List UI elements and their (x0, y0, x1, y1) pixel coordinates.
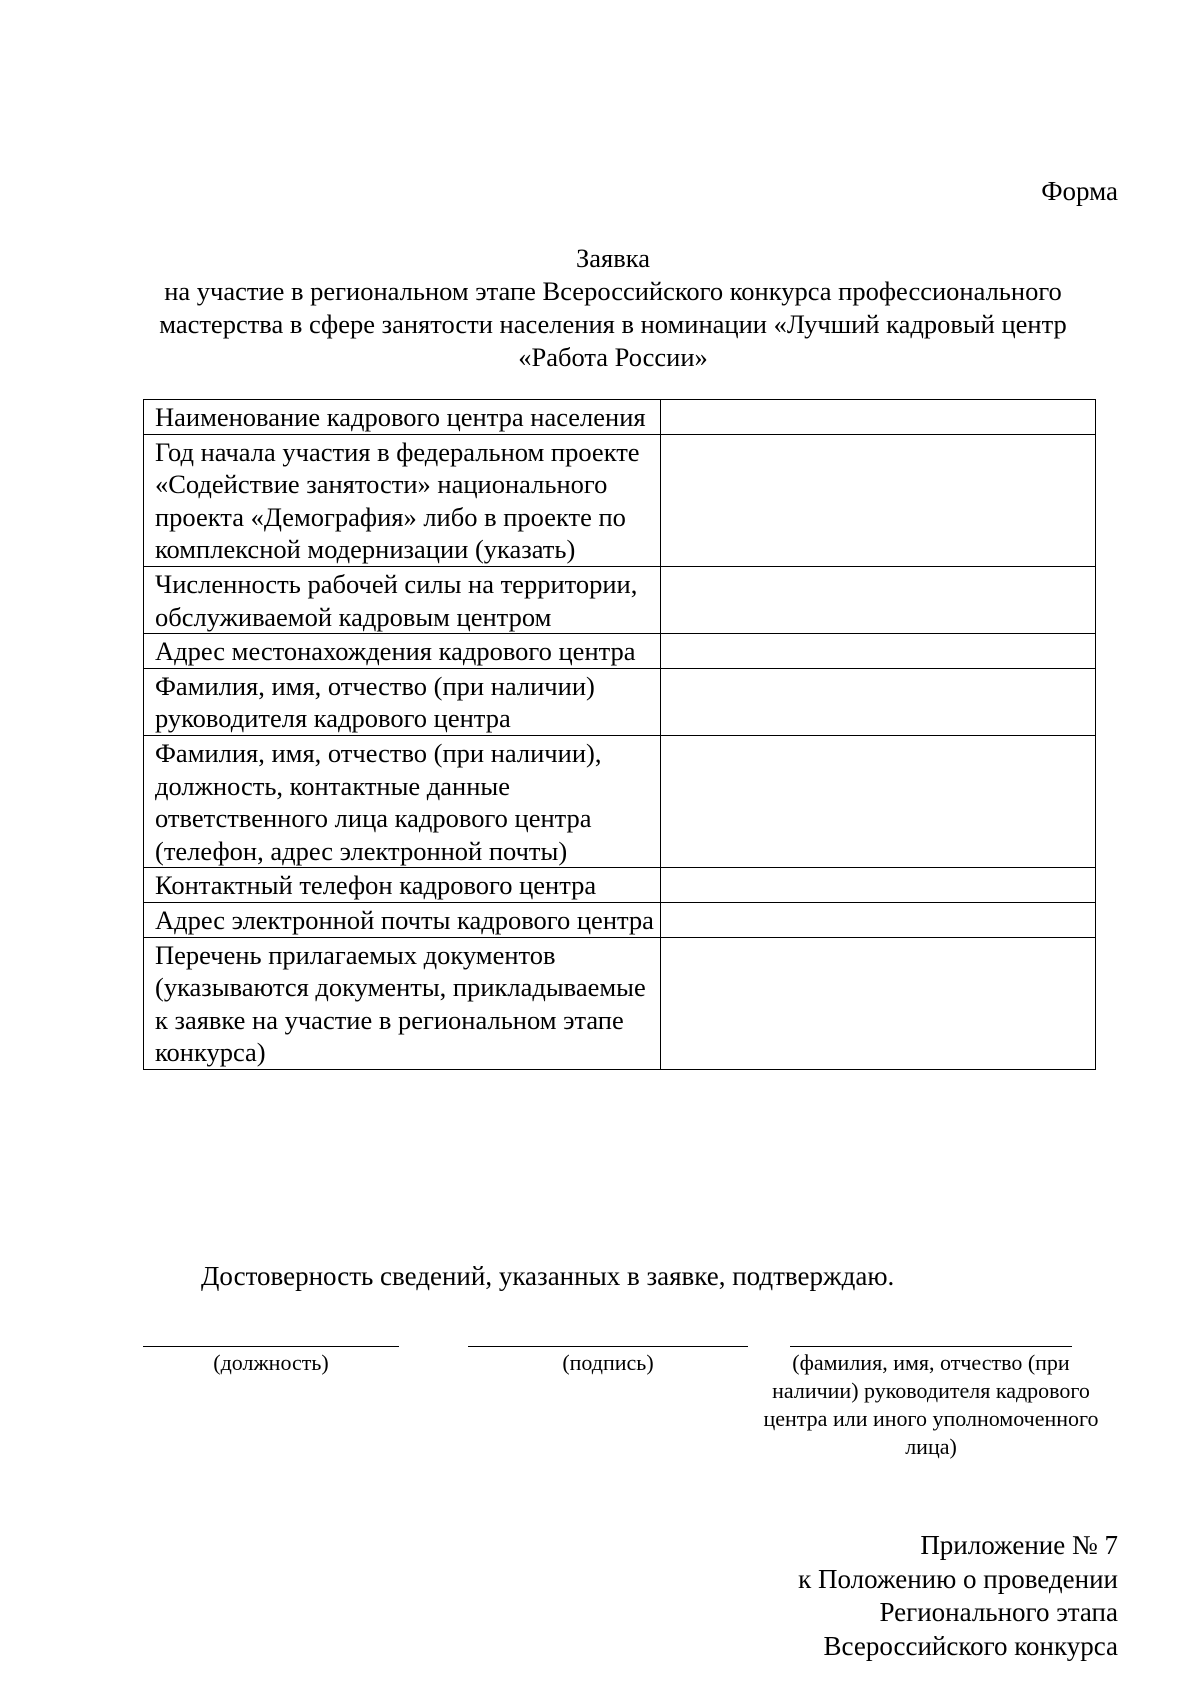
appendix-line: Всероссийского конкурса (823, 1630, 1118, 1661)
row-value-email[interactable] (661, 902, 1096, 937)
table-row (144, 735, 1096, 867)
title-line: Заявка (576, 243, 650, 273)
row-value-phone[interactable] (661, 868, 1096, 903)
table-row (144, 634, 1096, 669)
table-row (144, 400, 1096, 435)
row-label-center-name: Наименование кадрового центра населения (144, 400, 661, 435)
row-value-responsible-person[interactable] (661, 735, 1096, 867)
application-title (120, 242, 1106, 374)
row-label-workforce: Численность рабочей силы на территории, обслуживаемой кадровым центром (144, 566, 661, 633)
table-row (144, 902, 1096, 937)
appendix-line: к Положению о проведении (798, 1563, 1118, 1594)
appendix-note (798, 1529, 1118, 1663)
signature-name-field[interactable] (763, 1346, 1099, 1461)
row-value-documents[interactable] (661, 937, 1096, 1069)
row-label-head-name: Фамилия, имя, отчество (при наличии) руководителя кадрового центра (144, 668, 661, 735)
form-label: Форма (1041, 176, 1118, 206)
signature-caption: (подпись) (562, 1350, 654, 1375)
title-line: «Работа России» (518, 342, 708, 372)
row-label-start-year: Год начала участия в федеральном проекте «Содействие занятости» национального проекта «Демография» либо в проекте по комплексной модернизации (указать) (144, 434, 661, 566)
title-line: на участие в региональном этапе Всероссийского конкурса профессионального (164, 276, 1062, 306)
row-value-address[interactable] (661, 634, 1096, 669)
table-row (144, 868, 1096, 903)
signature-position-field[interactable] (143, 1346, 399, 1377)
row-label-phone: Контактный телефон кадрового центра (144, 868, 661, 903)
row-label-responsible-person: Фамилия, имя, отчество (при наличии), должность, контактные данные ответственного лица кадрового центра (телефон, адрес электронной почты) (144, 735, 661, 867)
table-row (144, 937, 1096, 1069)
table-row (144, 668, 1096, 735)
table-row (144, 434, 1096, 566)
confirmation-statement: Достоверность сведений, указанных в заявке, подтверждаю. (201, 1261, 895, 1291)
application-table (143, 399, 1096, 1070)
row-value-head-name[interactable] (661, 668, 1096, 735)
name-caption: (фамилия, имя, отчество (при наличии) руководителя кадрового центра или иного уполномоченного лица) (763, 1350, 1099, 1459)
row-label-address: Адрес местонахождения кадрового центра (144, 634, 661, 669)
signature-field[interactable] (468, 1346, 748, 1377)
row-label-email: Адрес электронной почты кадрового центра (144, 902, 661, 937)
row-value-start-year[interactable] (661, 434, 1096, 566)
title-line: мастерства в сфере занятости населения в номинации «Лучший кадровый центр (159, 309, 1067, 339)
position-caption: (должность) (213, 1350, 329, 1375)
row-value-workforce[interactable] (661, 566, 1096, 633)
appendix-line: Приложение № 7 (920, 1530, 1118, 1560)
row-label-documents: Перечень прилагаемых документов (указываются документы, прикладываемые к заявке на участие в региональном этапе конкурса) (144, 937, 661, 1069)
row-value-center-name[interactable] (661, 400, 1096, 435)
table-row (144, 566, 1096, 633)
appendix-line: Регионального этапа (879, 1597, 1118, 1627)
